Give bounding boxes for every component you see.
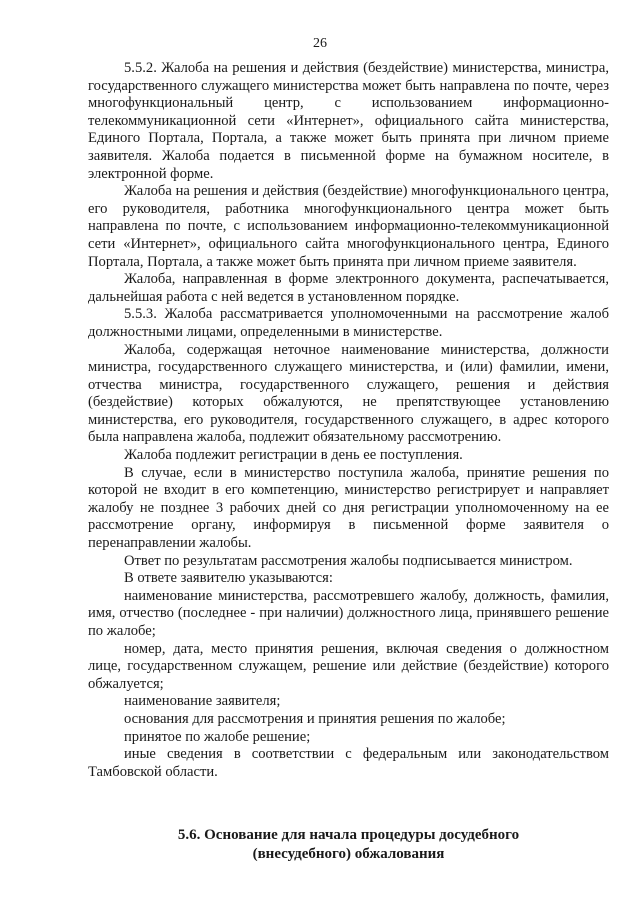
paragraph: Жалоба подлежит регистрации в день ее поступления.: [124, 447, 463, 464]
page-number: 26: [313, 36, 327, 51]
list-item: основания для рассмотрения и принятия решения по жалобе;: [124, 710, 506, 727]
section-heading-line: (внесудебного) обжалования: [252, 846, 445, 862]
list-item: принятое по жалобе решение;: [124, 728, 311, 745]
list-item: наименование заявителя;: [124, 693, 281, 710]
paragraph: Жалоба, направленная в форме электронного документа, распечатывается, дальнейшая работа с ней ведется в установленном порядке.: [88, 271, 609, 305]
list-item: номер, дата, место принятия решения, включая сведения о должностном лице, государственном служащем, решение или действие (бездействие) которого обжалуется;: [88, 640, 609, 692]
paragraph: 5.5.2. Жалоба на решения и действия (бездействие) министерства, министра, государственного служащего министерства может быть направлена по почте, через многофункциональный центр, с использованием информационно-телекоммуникационной сети «Интернет», официального сайта министерства, Единого Портала, Портала, а также может быть принята при личном приеме заявителя. Жалоба подается в письменной форме на бумажном носителе, в электронной форме.: [88, 60, 609, 182]
section-heading: [88, 826, 609, 864]
paragraph: Жалоба на решения и действия (бездействие) многофункционального центра, его руководителя, работника многофункционального центра может быть направлена по почте, с использованием информационно-телекоммуникационной сети «Интернет», официального сайта многофункционального центра, Единого Портала, Портала, а также может быть принята при личном приеме заявителя.: [88, 183, 609, 270]
list-item: наименование министерства, рассмотревшего жалобу, должность, фамилия, имя, отчество (последнее - при наличии) должностного лица, принявшего решение по жалобе;: [88, 587, 609, 639]
list-item: иные сведения в соответствии с федеральным или законодательством Тамбовской области.: [88, 746, 609, 780]
body-text: [88, 60, 609, 781]
paragraph: В ответе заявителю указываются:: [124, 570, 333, 587]
section-heading-line: 5.6. Основание для начала процедуры досудебного: [177, 827, 520, 843]
paragraph: В случае, если в министерство поступила жалоба, принятие решения по которой не входит в его компетенцию, министерство регистрирует и направляет жалобу не позднее 3 рабочих дней со дня регистрации уполномоченному на ее рассмотрение органу, информируя в письменной форме заявителя о перенаправлении жалобы.: [88, 464, 609, 552]
paragraph: Ответ по результатам рассмотрения жалобы подписывается министром.: [124, 552, 573, 569]
paragraph: Жалоба, содержащая неточное наименование министерства, должности министра, государственного служащего министерства, и (или) фамилии, имени, отчества министра, государственного служащего, решения и действия (бездействие) которых обжалуются, не препятствующее установлению министерства, его руководителя, государственного служащего, в адрес которого была направлена жалоба, подлежит обязательному рассмотрению.: [88, 341, 609, 446]
paragraph: 5.5.3. Жалоба рассматривается уполномоченными на рассмотрение жалоб должностными лицами, определенными в министерстве.: [88, 306, 609, 340]
